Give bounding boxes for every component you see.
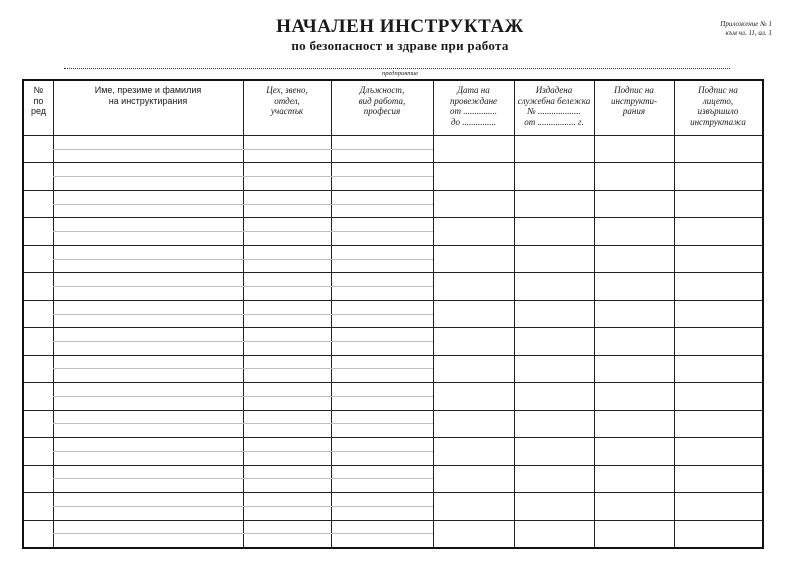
table-cell-col-instructor-signature[interactable] <box>674 410 762 437</box>
table-cell-col-name[interactable] <box>53 300 243 327</box>
table-cell-col-name[interactable] <box>53 492 243 519</box>
table-cell-col-certificate[interactable] <box>514 520 594 547</box>
table-cell-col-certificate[interactable] <box>514 217 594 244</box>
table-cell-col-instructed-signature[interactable] <box>594 162 674 189</box>
table-cell-col-name[interactable] <box>53 437 243 464</box>
header-text: № ................... <box>527 106 581 116</box>
table-cell-col-department[interactable] <box>243 162 331 189</box>
table-cell-col-instructed-signature[interactable] <box>594 245 674 272</box>
table-cell-col-certificate[interactable] <box>514 355 594 382</box>
header-col-instructor-signature <box>674 85 762 127</box>
table-cell-col-instructor-signature[interactable] <box>674 437 762 464</box>
table-cell-col-date[interactable] <box>433 327 514 354</box>
table-cell-col-instructor-signature[interactable] <box>674 217 762 244</box>
table-cell-col-department[interactable] <box>243 465 331 492</box>
table-cell-col-department[interactable] <box>243 190 331 217</box>
table-cell-col-number[interactable] <box>24 217 53 244</box>
table-cell-col-number[interactable] <box>24 245 53 272</box>
table-cell-col-position[interactable] <box>331 355 433 382</box>
table-cell-col-department[interactable] <box>243 327 331 354</box>
header-text: от ................. г. <box>524 116 584 127</box>
header-text: № <box>33 85 44 95</box>
header-text: Подпис на <box>614 85 654 95</box>
table-cell-col-instructor-signature[interactable] <box>674 272 762 299</box>
table-cell-col-instructor-signature[interactable] <box>674 382 762 409</box>
header-text: по <box>33 95 44 106</box>
table-cell-col-name[interactable] <box>53 272 243 299</box>
table-cell-col-date[interactable] <box>433 190 514 217</box>
table-cell-col-instructor-signature[interactable] <box>674 190 762 217</box>
table-cell-col-instructed-signature[interactable] <box>594 300 674 327</box>
instruction-table <box>22 79 764 549</box>
table-cell-col-date[interactable] <box>433 437 514 464</box>
table-cell-col-instructor-signature[interactable] <box>674 135 762 162</box>
header-text: на инструктирания <box>108 95 188 106</box>
header-col-number <box>24 85 53 117</box>
table-cell-col-certificate[interactable] <box>514 135 594 162</box>
table-cell-col-instructor-signature[interactable] <box>674 300 762 327</box>
table-cell-col-department[interactable] <box>243 272 331 299</box>
table-cell-col-certificate[interactable] <box>514 327 594 354</box>
header-text: ред <box>30 106 47 116</box>
table-cell-col-number[interactable] <box>24 190 53 217</box>
document-subtitle: по безопасност и здраве при работа <box>291 38 509 53</box>
table-cell-col-name[interactable] <box>53 410 243 437</box>
table-cell-col-instructor-signature[interactable] <box>674 355 762 382</box>
table-cell-col-position[interactable] <box>331 300 433 327</box>
table-cell-col-date[interactable] <box>433 382 514 409</box>
table-cell-col-position[interactable] <box>331 162 433 189</box>
header-text: извършило <box>697 106 739 116</box>
table-cell-col-name[interactable] <box>53 245 243 272</box>
table-cell-col-position[interactable] <box>331 245 433 272</box>
table-cell-col-instructed-signature[interactable] <box>594 327 674 354</box>
header-text: вид работа, <box>358 95 406 106</box>
header-text: Цех, звено, <box>266 85 308 95</box>
table-cell-col-number[interactable] <box>24 437 53 464</box>
table-cell-col-date[interactable] <box>433 465 514 492</box>
header-text: отдел, <box>274 95 300 106</box>
table-cell-col-certificate[interactable] <box>514 465 594 492</box>
table-cell-col-name[interactable] <box>53 135 243 162</box>
table-cell-col-number[interactable] <box>24 520 53 547</box>
document-title: НАЧАЛЕН ИНСТРУКТАЖ <box>276 16 524 37</box>
table-cell-col-certificate[interactable] <box>514 382 594 409</box>
header-text: от ............... <box>450 106 497 116</box>
table-cell-col-date[interactable] <box>433 272 514 299</box>
table-cell-col-number[interactable] <box>24 410 53 437</box>
table-cell-col-position[interactable] <box>331 492 433 519</box>
annex-reference: към чл. 11, ал. 1 <box>725 29 772 37</box>
table-cell-col-instructed-signature[interactable] <box>594 492 674 519</box>
table-cell-col-certificate[interactable] <box>514 410 594 437</box>
table-cell-col-department[interactable] <box>243 437 331 464</box>
table-cell-col-number[interactable] <box>24 300 53 327</box>
table-cell-col-certificate[interactable] <box>514 272 594 299</box>
table-cell-col-instructor-signature[interactable] <box>674 492 762 519</box>
table-cell-col-instructor-signature[interactable] <box>674 162 762 189</box>
header-text: Име, презиме и фамилия <box>94 85 202 95</box>
table-cell-col-position[interactable] <box>331 520 433 547</box>
table-cell-col-position[interactable] <box>331 437 433 464</box>
table-cell-col-position[interactable] <box>331 135 433 162</box>
table-cell-col-certificate[interactable] <box>514 437 594 464</box>
table-cell-col-certificate[interactable] <box>514 162 594 189</box>
table-cell-col-name[interactable] <box>53 355 243 382</box>
header-text: до ............... <box>450 116 497 127</box>
table-cell-col-department[interactable] <box>243 410 331 437</box>
header-text: лицето, <box>702 95 734 106</box>
table-cell-col-department[interactable] <box>243 355 331 382</box>
annex-number: Приложение № 1 <box>720 20 772 28</box>
table-cell-col-instructed-signature[interactable] <box>594 382 674 409</box>
table-cell-col-department[interactable] <box>243 492 331 519</box>
header-col-instructed-signature <box>594 85 674 117</box>
table-cell-col-date[interactable] <box>433 217 514 244</box>
table-cell-col-instructor-signature[interactable] <box>674 465 762 492</box>
table-cell-col-position[interactable] <box>331 382 433 409</box>
header-text: Длъжност, <box>359 85 405 95</box>
table-cell-col-number[interactable] <box>24 272 53 299</box>
header-col-certificate <box>514 85 594 127</box>
table-cell-col-date[interactable] <box>433 245 514 272</box>
table-cell-col-department[interactable] <box>243 520 331 547</box>
table-cell-col-instructed-signature[interactable] <box>594 190 674 217</box>
header-text: участък <box>270 106 304 116</box>
table-cell-col-number[interactable] <box>24 465 53 492</box>
table-cell-col-position[interactable] <box>331 327 433 354</box>
table-cell-col-instructed-signature[interactable] <box>594 465 674 492</box>
header-text: Издадена <box>535 85 573 95</box>
table-cell-col-department[interactable] <box>243 382 331 409</box>
table-cell-col-number[interactable] <box>24 162 53 189</box>
table-cell-col-number[interactable] <box>24 382 53 409</box>
table-cell-col-instructed-signature[interactable] <box>594 355 674 382</box>
header-text: Дата на <box>457 85 490 95</box>
header-text: професия <box>363 106 401 116</box>
annex-note <box>720 20 772 38</box>
table-cell-col-instructed-signature[interactable] <box>594 410 674 437</box>
header-col-name <box>53 85 243 106</box>
table-cell-col-name[interactable] <box>53 520 243 547</box>
header-col-position <box>331 85 433 117</box>
header-text: Подпис на <box>698 85 738 95</box>
header-text: служебна бележка <box>517 95 591 106</box>
table-cell-col-number[interactable] <box>24 492 53 519</box>
table-cell-col-date[interactable] <box>433 355 514 382</box>
table-cell-col-instructed-signature[interactable] <box>594 437 674 464</box>
table-cell-col-instructor-signature[interactable] <box>674 327 762 354</box>
table-cell-col-instructor-signature[interactable] <box>674 245 762 272</box>
table-cell-col-date[interactable] <box>433 135 514 162</box>
header-text: инструкти- <box>611 95 657 106</box>
table-cell-col-name[interactable] <box>53 190 243 217</box>
header-text: провеждане <box>449 95 498 106</box>
header-text: инструктажа <box>690 116 746 127</box>
table-cell-col-position[interactable] <box>331 410 433 437</box>
table-cell-col-name[interactable] <box>53 465 243 492</box>
table-cell-col-date[interactable] <box>433 410 514 437</box>
table-cell-col-department[interactable] <box>243 135 331 162</box>
table-cell-col-date[interactable] <box>433 162 514 189</box>
table-cell-col-date[interactable] <box>433 300 514 327</box>
company-label: предприятие <box>381 70 419 77</box>
table-cell-col-date[interactable] <box>433 492 514 519</box>
table-cell-col-certificate[interactable] <box>514 300 594 327</box>
table-cell-col-instructed-signature[interactable] <box>594 520 674 547</box>
table-cell-col-position[interactable] <box>331 190 433 217</box>
table-cell-col-number[interactable] <box>24 135 53 162</box>
table-cell-col-instructed-signature[interactable] <box>594 217 674 244</box>
table-cell-col-certificate[interactable] <box>514 245 594 272</box>
table-cell-col-date[interactable] <box>433 520 514 547</box>
table-cell-col-position[interactable] <box>331 465 433 492</box>
table-cell-col-position[interactable] <box>331 272 433 299</box>
table-cell-col-department[interactable] <box>243 217 331 244</box>
table-cell-col-name[interactable] <box>53 382 243 409</box>
table-cell-col-certificate[interactable] <box>514 190 594 217</box>
table-cell-col-name[interactable] <box>53 162 243 189</box>
table-cell-col-certificate[interactable] <box>514 492 594 519</box>
table-cell-col-number[interactable] <box>24 327 53 354</box>
table-cell-col-number[interactable] <box>24 355 53 382</box>
table-cell-col-instructed-signature[interactable] <box>594 135 674 162</box>
table-cell-col-instructor-signature[interactable] <box>674 520 762 547</box>
table-cell-col-instructed-signature[interactable] <box>594 272 674 299</box>
table-cell-col-department[interactable] <box>243 245 331 272</box>
table-cell-col-name[interactable] <box>53 217 243 244</box>
company-line[interactable] <box>64 68 730 69</box>
header-col-department <box>243 85 331 117</box>
table-cell-col-name[interactable] <box>53 327 243 354</box>
header-text: рания <box>622 106 646 116</box>
header-col-date <box>433 85 514 127</box>
table-cell-col-position[interactable] <box>331 217 433 244</box>
table-cell-col-department[interactable] <box>243 300 331 327</box>
